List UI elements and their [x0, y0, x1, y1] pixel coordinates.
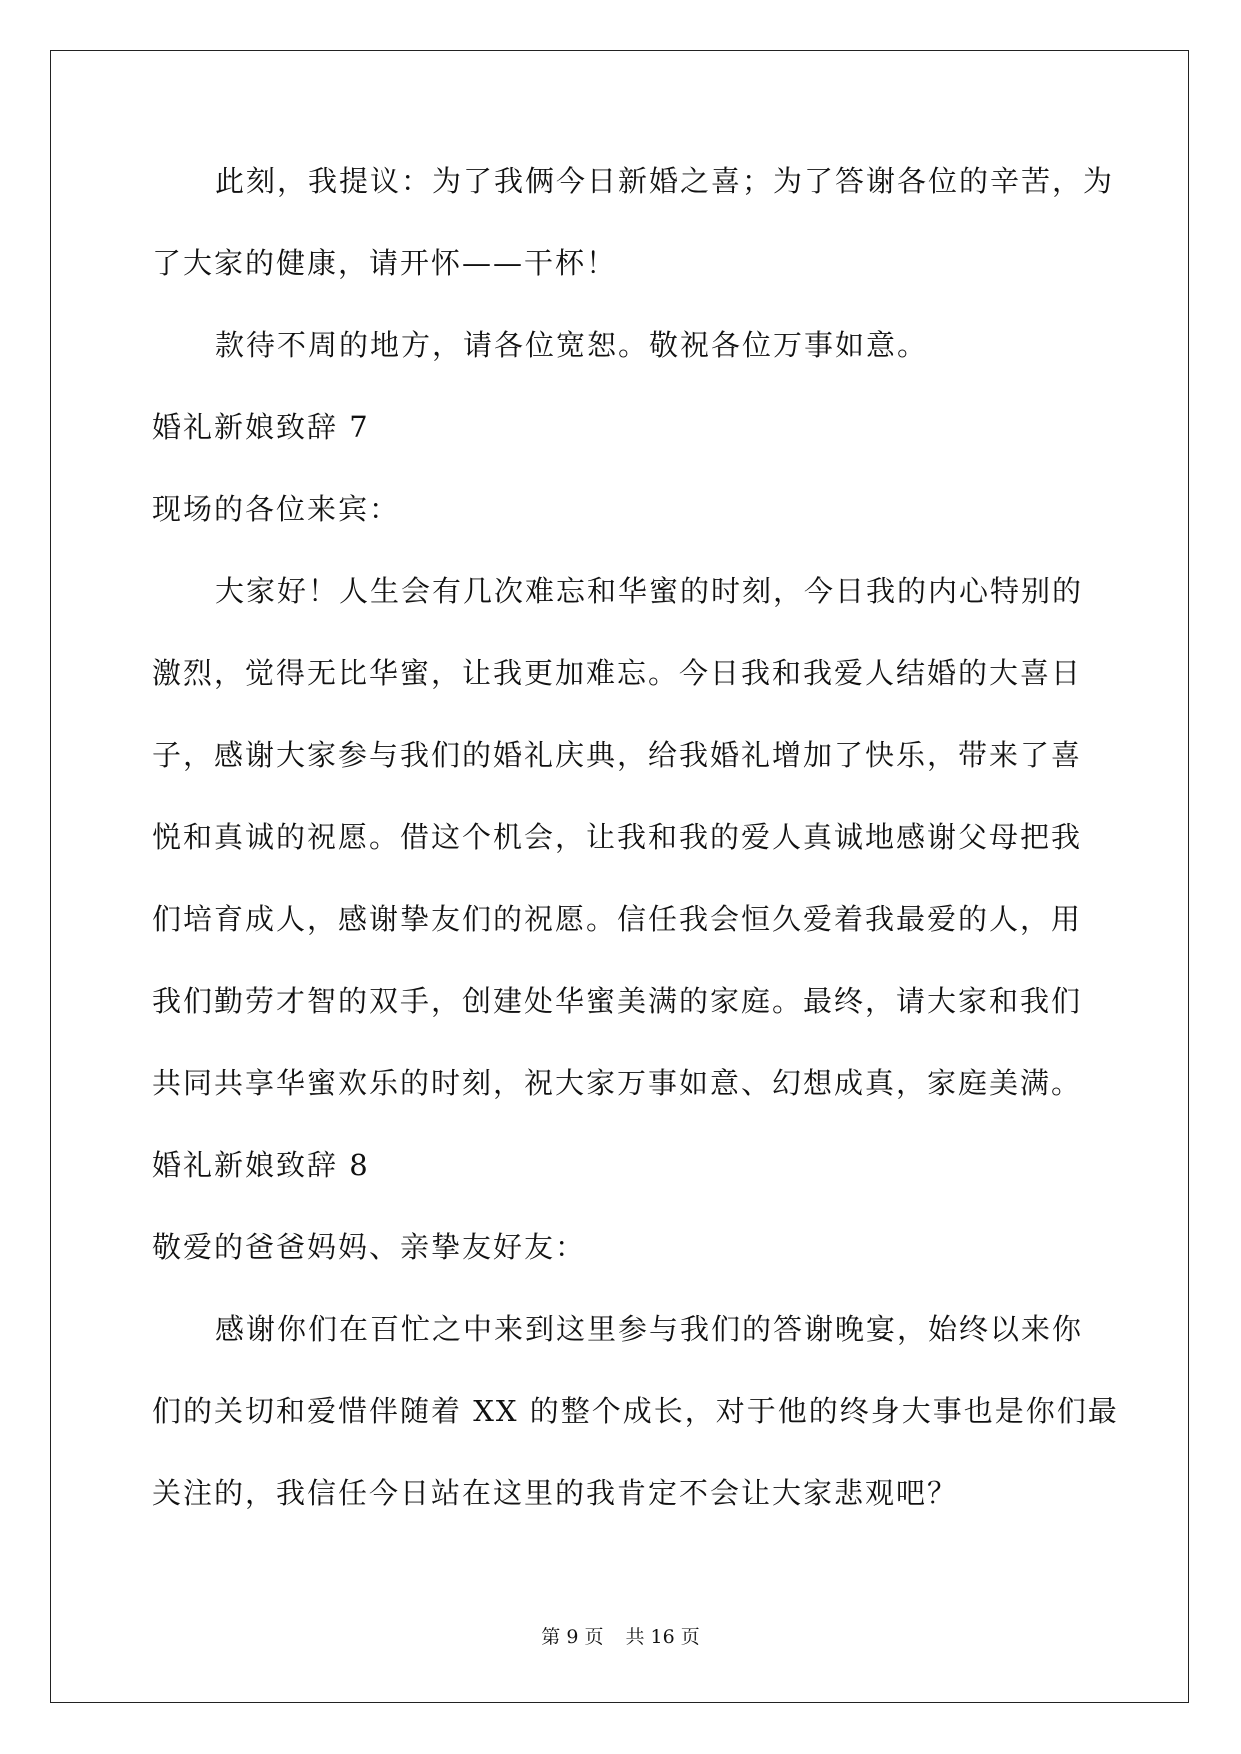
paragraph-line: 感谢你们在百忙之中来到这里参与我们的答谢晚宴，始终以来你	[215, 1312, 1084, 1346]
paragraph-line: 悦和真诚的祝愿。借这个机会，让我和我的爱人真诚地感谢父母把我	[152, 820, 1083, 854]
paragraph-line: 我们勤劳才智的双手，创建处华蜜美满的家庭。最终，请大家和我们	[152, 984, 1083, 1018]
paragraph-line: 此刻，我提议：为了我俩今日新婚之喜；为了答谢各位的辛苦，为	[215, 164, 1115, 198]
paragraph-line: 了大家的健康，请开怀——干杯！	[152, 246, 618, 280]
salutation-line: 现场的各位来宾：	[152, 492, 401, 526]
paragraph-line: 们培育成人，感谢挚友们的祝愿。信任我会恒久爱着我最爱的人，用	[152, 902, 1083, 936]
section-heading: 婚礼新娘致辞 8	[152, 1148, 370, 1182]
salutation-line: 敬爱的爸爸妈妈、亲挚友好友：	[152, 1230, 587, 1264]
current-page-label: 第 9 页	[541, 1626, 604, 1648]
total-pages-label: 共 16 页	[625, 1626, 700, 1648]
paragraph-line: 们的关切和爱惜伴随着 XX 的整个成长，对于他的终身大事也是你们最	[152, 1394, 1119, 1428]
paragraph-line: 激烈，觉得无比华蜜，让我更加难忘。今日我和我爱人结婚的大喜日	[152, 656, 1083, 690]
paragraph-line: 款待不周的地方，请各位宽恕。敬祝各位万事如意。	[215, 328, 929, 362]
paragraph-line: 共同共享华蜜欢乐的时刻，祝大家万事如意、幻想成真，家庭美满。	[152, 1066, 1083, 1100]
section-heading: 婚礼新娘致辞 7	[152, 410, 370, 444]
page-footer	[0, 1622, 1241, 1649]
paragraph-line: 子，感谢大家参与我们的婚礼庆典，给我婚礼增加了快乐，带来了喜	[152, 738, 1083, 772]
document-body	[152, 160, 1119, 1554]
paragraph-line: 关注的，我信任今日站在这里的我肯定不会让大家悲观吧？	[152, 1476, 959, 1510]
paragraph-line: 大家好！人生会有几次难忘和华蜜的时刻，今日我的内心特别的	[215, 574, 1084, 608]
